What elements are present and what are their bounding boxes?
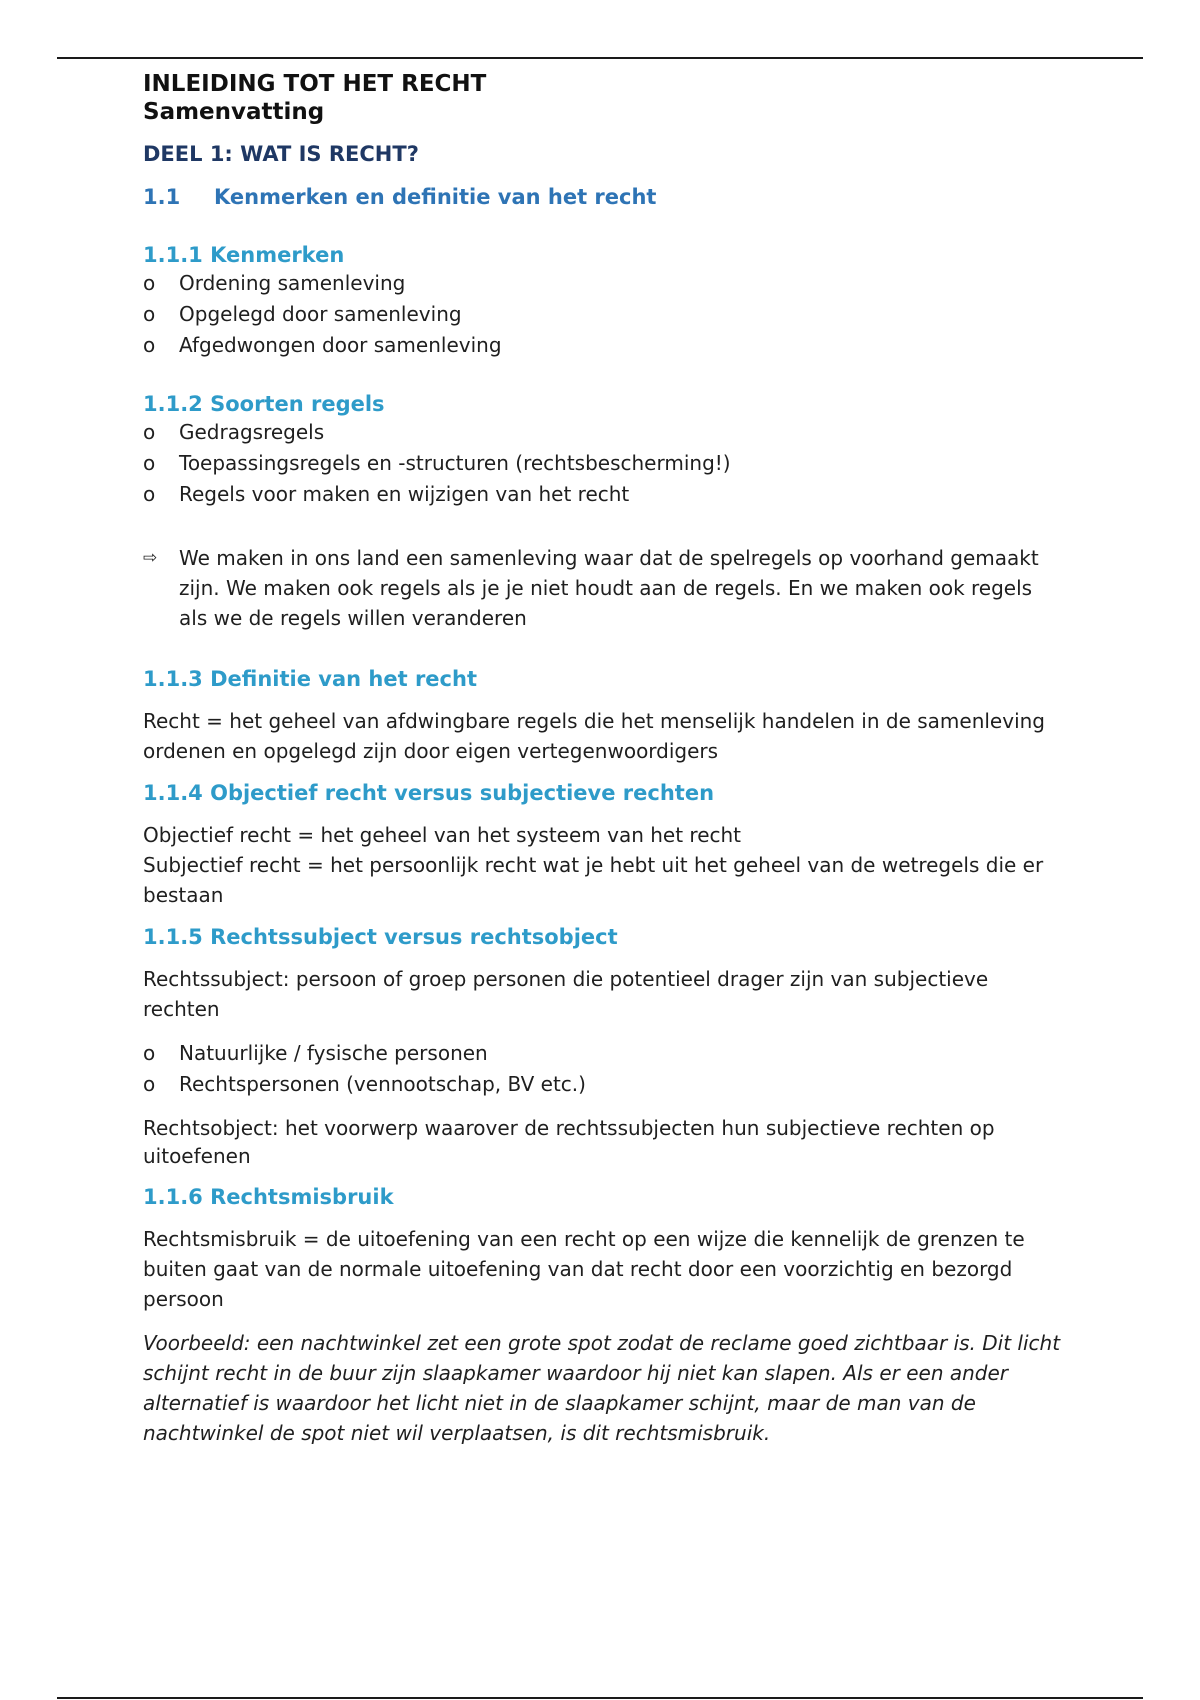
rechtssubject-text: Rechtssubject: persoon of groep personen die potentieel drager zijn van subjectieve rechten: [143, 967, 989, 1021]
top-rule: [57, 57, 1143, 59]
section-heading-soorten-regels: 1.1.2 Soorten regels: [143, 392, 385, 416]
definition-text: Recht = het geheel van afdwingbare regels die het menselijk handelen in de samenleving ordenen en opgelegd zijn door eigen vertegenwoordigers: [143, 709, 1045, 763]
part-heading: DEEL 1: WAT IS RECHT?: [143, 142, 419, 166]
objectief-text: Objectief recht = het geheel van het systeem van het recht: [143, 823, 742, 847]
arrow-note-text: We maken in ons land een samenleving waar dat de spelregels op voorhand gemaakt zijn. We maken ook regels als je je niet houdt aan de regels. En we maken ook regels als we de regels willen veranderen: [179, 546, 1039, 630]
list-item: o Natuurlijke / fysische personen: [143, 1038, 1063, 1069]
document-title: INLEIDING TOT HET RECHT: [143, 71, 487, 97]
list-item: o Ordening samenleving: [143, 268, 1063, 299]
bullet-marker: o: [143, 1041, 156, 1065]
soorten-regels-list: [143, 417, 1063, 510]
bottom-rule: [57, 1697, 1143, 1699]
list-item: o Toepassingsregels en -structuren (rechtsbescherming!): [143, 448, 1063, 479]
list-item: o Rechtspersonen (vennootschap, BV etc.): [143, 1069, 1063, 1100]
list-item: o Gedragsregels: [143, 417, 1063, 448]
list-item: o Regels voor maken en wijzigen van het recht: [143, 479, 1063, 510]
chapter-heading: [143, 184, 1063, 210]
rechtsobject-text: Rechtsobject: het voorwerp waarover de rechtssubjecten hun subjectieve rechten op uitoefenen: [143, 1116, 995, 1168]
document-subtitle: Samenvatting: [143, 99, 325, 125]
document-page: [143, 70, 1063, 1448]
rechtssubject-list: [143, 1038, 1063, 1100]
section-heading-objectief-subjectief: 1.1.4 Objectief recht versus subjectieve rechten: [143, 781, 715, 805]
bullet-marker: o: [143, 420, 156, 444]
bullet-marker: o: [143, 333, 156, 357]
section-heading-rechtsmisbruik: 1.1.6 Rechtsmisbruik: [143, 1185, 394, 1209]
section-heading-definitie: 1.1.3 Definitie van het recht: [143, 667, 477, 691]
list-item: o Opgelegd door samenleving: [143, 299, 1063, 330]
bullet-marker: o: [143, 1072, 156, 1096]
chapter-number: 1.1: [143, 185, 181, 209]
chapter-title: Kenmerken en definitie van het recht: [214, 185, 657, 209]
arrow-note: [143, 543, 1063, 633]
list-item: o Afgedwongen door samenleving: [143, 330, 1063, 361]
example-text: Voorbeeld: een nachtwinkel zet een grote spot zodat de reclame goed zichtbaar is. Dit licht schijnt recht in de buur zijn slaapkamer waardoor hij niet kan slapen. Als er een ander alternatief is waardoor het licht niet in de slaapkamer schijnt, maar de man van de nachtwinkel de spot niet wil verplaatsen, is dit rechtsmisbruik.: [143, 1331, 1061, 1445]
rechtsmisbruik-text: Rechtsmisbruik = de uitoefening van een recht op een wijze die kennelijk de grenzen te buiten gaat van de normale uitoefening van dat recht door een voorzichtig en bezorgd persoon: [143, 1227, 1025, 1311]
subjectief-text: Subjectief recht = het persoonlijk recht wat je hebt uit het geheel van de wetregels die er bestaan: [143, 853, 1044, 907]
arrow-right-icon: ⇨: [143, 548, 158, 568]
bullet-marker: o: [143, 451, 156, 475]
section-heading-kenmerken: 1.1.1 Kenmerken: [143, 243, 345, 267]
bullet-marker: o: [143, 302, 156, 326]
bullet-marker: o: [143, 482, 156, 506]
kenmerken-list: [143, 268, 1063, 361]
section-heading-rechtssubject: 1.1.5 Rechtssubject versus rechtsobject: [143, 925, 618, 949]
bullet-marker: o: [143, 271, 156, 295]
